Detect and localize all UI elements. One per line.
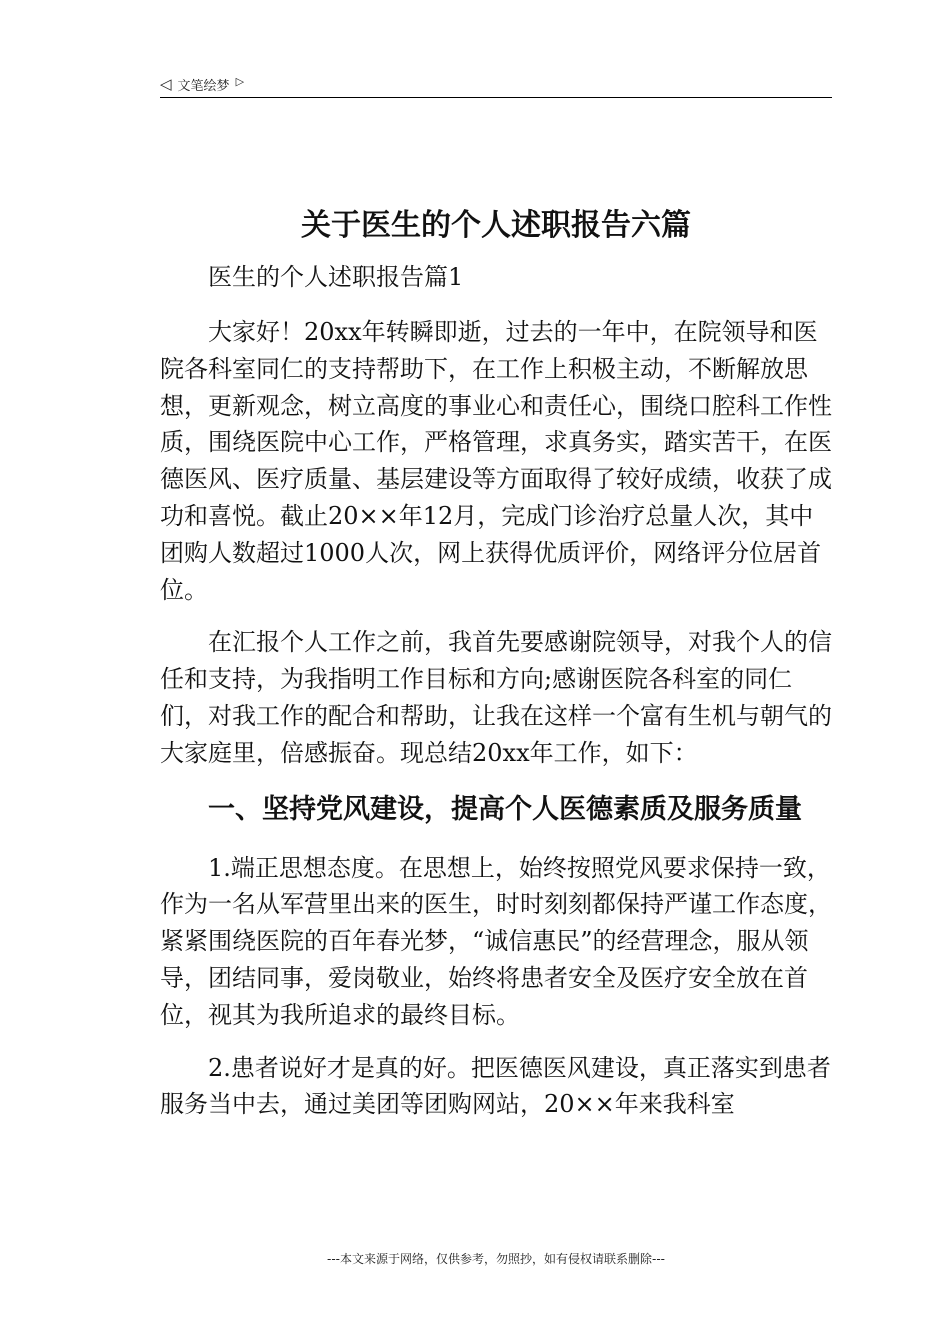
paragraph-item-2: 2.患者说好才是真的好。把医德医风建设，真正落实到患者服务当中去，通过美团等团购网站，20××年来我科室 — [160, 1053, 831, 1119]
header-text: 文笔绘梦 — [177, 78, 230, 94]
header-divider — [160, 97, 832, 98]
page-footer: ---本文来源于网络，仅供参考，勿照抄，如有侵权请联系删除--- — [327, 1252, 665, 1266]
paragraph-item-1: 1.端正思想态度。在思想上，始终按照党风要求保持一致，作为一名从军营里出来的医生，时时刻刻都保持严谨工作态度，紧紧围绕医院的百年春光梦，“诚信惠民”的经营理念，服从领导，团结同事，爱岗敬业，始终将患者安全及医疗安全放在首位，视其为我所追求的最终目标。 — [160, 853, 832, 1029]
section-subtitle: 医生的个人述职报告篇1 — [208, 263, 464, 291]
right-triangle-icon: ▷ — [235, 74, 245, 88]
paragraph-intro: 大家好！20xx年转瞬即逝，过去的一年中，在院领导和医院各科室同仁的支持帮助下，在工作上积极主动，不断解放思想，更新观念，树立高度的事业心和责任心，围绕口腔科工作性质，围绕医院中心工作，严格管理，求真务实，踏实苦干，在医德医风、医疗质量、基层建设等方面取得了较好成绩，收获了成功和喜悦。截止20××年12月，完成门诊治疗总量人次，其中团购人数超过1000人次，网上获得优质评价，网络评分位居首位。 — [160, 318, 832, 604]
page-header — [160, 72, 832, 96]
paragraph-thanks: 在汇报个人工作之前，我首先要感谢院领导，对我个人的信任和支持，为我指明工作目标和方向;感谢医院各科室的同仁们，对我工作的配合和帮助，让我在这样一个富有生机与朝气的大家庭里，倍感振奋。现总结20xx年工作，如下： — [160, 628, 832, 767]
document-body — [160, 256, 832, 1139]
left-triangle-icon: ◁ — [160, 74, 172, 93]
document-title: 关于医生的个人述职报告六篇 — [301, 208, 691, 243]
section-heading: 一、坚持党风建设，提高个人医德素质及服务质量 — [208, 793, 802, 825]
